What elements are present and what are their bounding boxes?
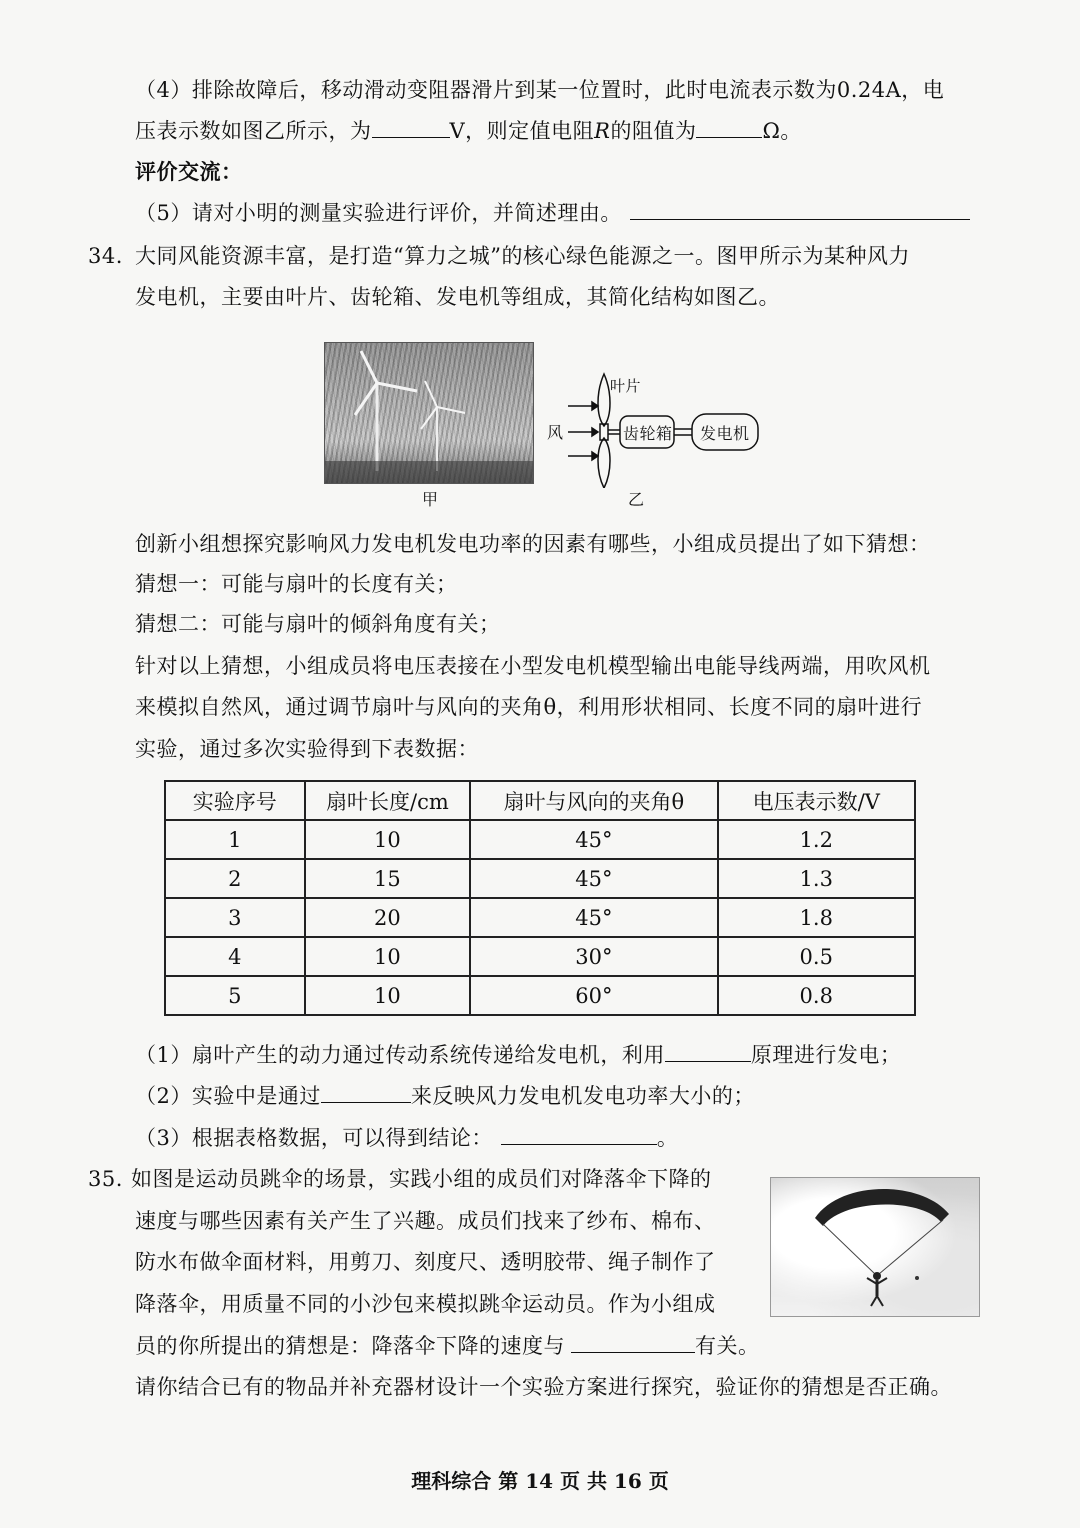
table-cell: 60° [470, 976, 717, 1015]
q33-item4-line1: （4）排除故障后，移动滑动变阻器滑片到某一位置时，此时电流表示数为0.24A，电 [135, 78, 945, 102]
table-row [165, 820, 915, 859]
diagram-generator-label: 发电机 [700, 424, 750, 443]
conclusion-answer-blank[interactable] [501, 1124, 657, 1145]
table-cell: 10 [305, 937, 471, 976]
table-cell: 5 [165, 976, 305, 1015]
q34-number: 34. [88, 244, 123, 268]
table-cell: 1.8 [718, 898, 915, 937]
q35-line3: 防水布做伞面材料，用剪刀、刻度尺、透明胶带、绳子制作了 [135, 1250, 716, 1274]
q33-item4-text-d: 的阻值为 [610, 119, 697, 143]
table-row [165, 859, 915, 898]
q35-line2: 速度与哪些因素有关产生了兴趣。成员们找来了纱布、棉布、 [135, 1209, 716, 1233]
fig-yi-label: 乙 [628, 490, 645, 509]
q33-item4-text-a: 压表示数如图乙所示，为 [135, 119, 372, 143]
table-cell: 10 [305, 976, 471, 1015]
q34-guess2: 猜想二：可能与扇叶的倾斜角度有关； [135, 612, 501, 636]
q33-item5 [135, 199, 970, 227]
q34-intro-line1: 大同风能资源丰富，是打造“算力之城”的核心绿色能源之一。图甲所示为某种风力 [135, 244, 910, 268]
q34-question1 [135, 1041, 901, 1069]
q35-line1: 如图是运动员跳伞的场景，实践小组的成员们对降落伞下降的 [131, 1167, 712, 1191]
q33-item4-text-e: Ω。 [762, 119, 802, 143]
q34-intro-line2: 发电机，主要由叶片、齿轮箱、发电机等组成，其简化结构如图乙。 [135, 285, 780, 309]
q35-line5-text-a: 员的你所提出的猜想是：降落伞下降的速度与 [135, 1334, 565, 1358]
table-cell: 1 [165, 820, 305, 859]
experiment-data-table [164, 780, 916, 1016]
q34-q2-text-a: （2）实验中是通过 [135, 1084, 321, 1108]
q34-q2-text-b: 来反映风力发电机发电功率大小的； [410, 1084, 755, 1108]
table-cell: 20 [305, 898, 471, 937]
voltage-answer-blank[interactable] [372, 117, 450, 138]
eval-heading: 评价交流： [135, 159, 243, 184]
table-cell: 3 [165, 898, 305, 937]
q35-line5-text-b: 有关。 [695, 1334, 760, 1358]
table-cell: 45° [470, 820, 717, 859]
page-footer: 理科综合 第 14 页 共 16 页 [411, 1469, 669, 1493]
table-row [165, 976, 915, 1015]
q34-para1: 创新小组想探究影响风力发电机发电功率的因素有哪些，小组成员提出了如下猜想： [135, 532, 931, 556]
table-header-cell: 电压表示数/V [718, 781, 915, 820]
q35-line5 [135, 1332, 760, 1360]
diagram-wind-label: 风 [547, 423, 564, 442]
table-cell: 10 [305, 820, 471, 859]
table-cell: 0.8 [718, 976, 915, 1015]
parachute-icon [771, 1178, 979, 1316]
table-cell: 45° [470, 859, 717, 898]
q34-q1-text-a: （1）扇叶产生的动力通过传动系统传递给发电机，利用 [135, 1043, 665, 1067]
wind-turbine-photo [324, 342, 534, 484]
table-header-cell: 扇叶长度/cm [305, 781, 471, 820]
resistance-answer-blank[interactable] [696, 117, 762, 138]
diagram-gearbox-label: 齿轮箱 [623, 424, 673, 443]
q35-line4: 降落伞，用质量不同的小沙包来模拟跳伞运动员。作为小组成 [135, 1292, 716, 1316]
q34-para2-line3: 实验，通过多次实验得到下表数据： [135, 737, 479, 761]
q35-line6: 请你结合已有的物品并补充器材设计一个实验方案进行探究，验证你的猜想是否正确。 [135, 1375, 952, 1399]
q34-q1-text-b: 原理进行发电； [750, 1043, 902, 1067]
principle-answer-blank[interactable] [665, 1041, 751, 1062]
table-header-cell: 扇叶与风向的夹角θ [470, 781, 717, 820]
q33-item4-line2 [135, 117, 802, 145]
q33-item4-text-b: V，则定值电阻 [449, 119, 595, 143]
table-row [165, 937, 915, 976]
resistor-symbol: R [594, 119, 611, 143]
table-cell: 0.5 [718, 937, 915, 976]
table-cell: 45° [470, 898, 717, 937]
q34-para2-line1: 针对以上猜想，小组成员将电压表接在小型发电机模型输出电能导线两端，用吹风机 [135, 654, 931, 678]
table-cell: 1.3 [718, 859, 915, 898]
table-row [165, 898, 915, 937]
table-cell: 15 [305, 859, 471, 898]
parachute-photo [770, 1177, 980, 1317]
evaluation-answer-blank[interactable] [630, 199, 970, 220]
q34-q3-text-b: 。 [656, 1126, 679, 1150]
q34-para2-line2: 来模拟自然风，通过调节扇叶与风向的夹角θ，利用形状相同、长度不同的扇叶进行 [135, 695, 923, 719]
table-header-cell: 实验序号 [165, 781, 305, 820]
fig-jia-label: 甲 [422, 490, 439, 509]
table-cell: 2 [165, 859, 305, 898]
q34-question2 [135, 1082, 755, 1110]
table-cell: 1.2 [718, 820, 915, 859]
wind-turbine-icon [325, 343, 533, 483]
table-cell: 4 [165, 937, 305, 976]
q34-q3-text-a: （3）根据表格数据，可以得到结论： [135, 1126, 493, 1150]
diagram-blade-label: 叶片 [610, 377, 642, 395]
method-answer-blank[interactable] [321, 1082, 411, 1103]
q35-number: 35. [88, 1167, 123, 1191]
table-cell: 30° [470, 937, 717, 976]
q33-item5-text: （5）请对小明的测量实验进行评价，并简述理由。 [135, 201, 622, 225]
q34-question3 [135, 1124, 678, 1152]
table-header-row [165, 781, 915, 820]
hypothesis-answer-blank[interactable] [571, 1332, 695, 1353]
q34-guess1: 猜想一：可能与扇叶的长度有关； [135, 572, 458, 596]
